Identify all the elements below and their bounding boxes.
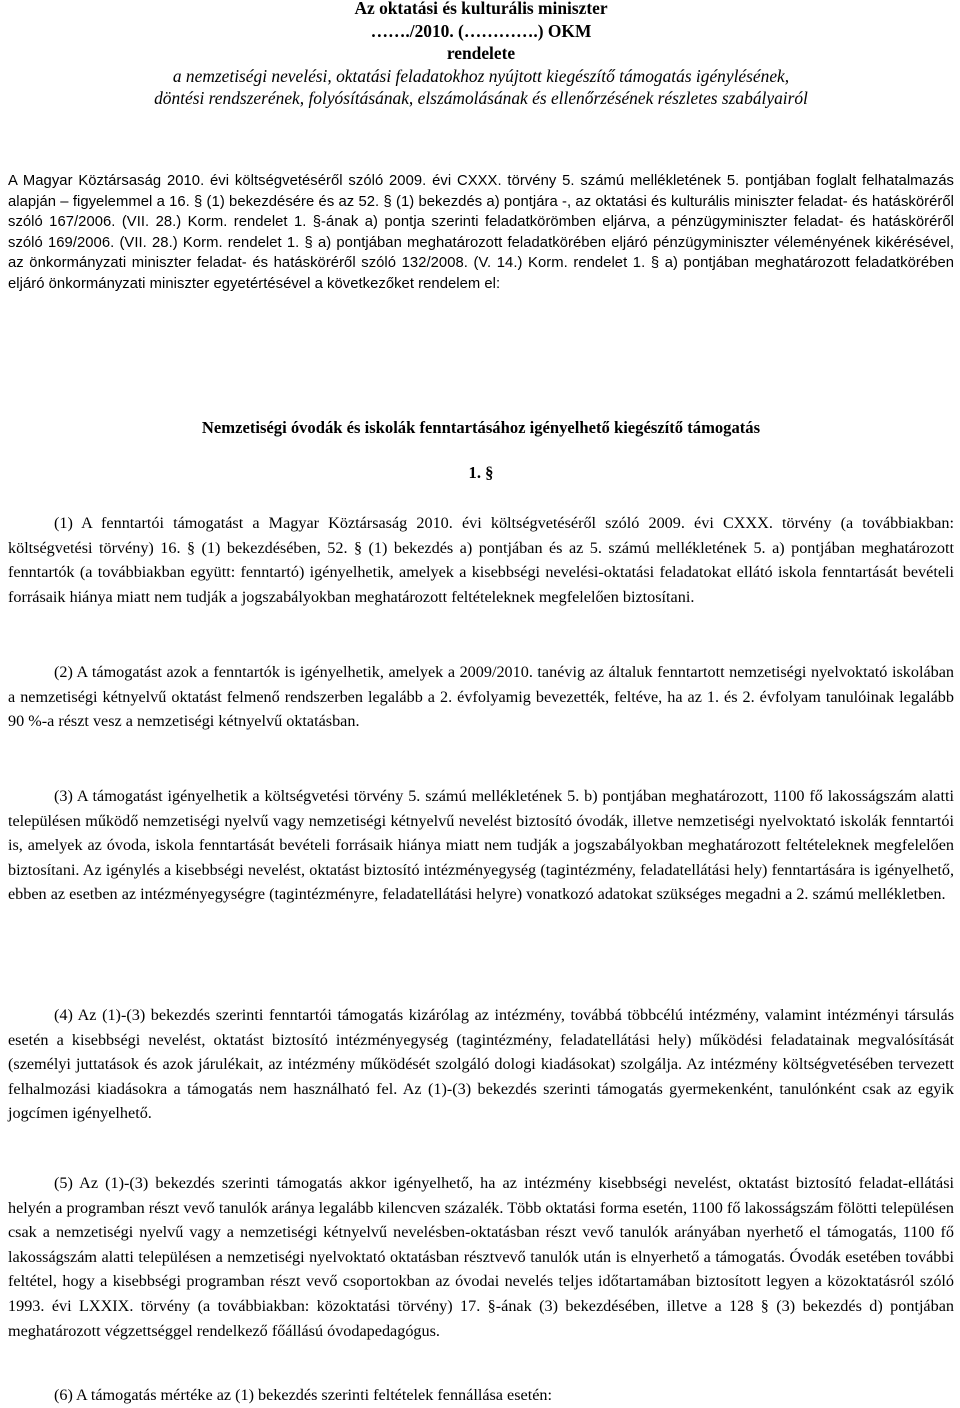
paragraph-1: (1) A fenntartói támogatást a Magyar Köztársaság 2010. évi költségvetéséről szóló 2009. évi CXXX. törvény (a továbbiakban: költségvetési törvény) 16. § (1) bekezdésében, 52. § (1) bekezdés a) pontjában és az 5. számú mellékletének 5. a) pontjában meghatározott fenntartók (a továbbiakban együtt: fenntartó) igényelhetik, amelyek a kisebbségi nevelési-oktatási feladatokat ellátó iskola fenntartását bevételi forrásaik hiánya miatt nem tudják a jogszabályokban meghatározott feltételeknek megfelelően biztosítani. bbox=[8, 514, 954, 606]
section-number: 1. § bbox=[468, 463, 494, 482]
header-title-line-2: döntési rendszerének, folyósításának, elszámolásának és ellenőrzésének részletes szabályairól bbox=[154, 88, 808, 108]
paragraph-5: (5) Az (1)-(3) bekezdés szerinti támogatás akkor igényelhető, ha az intézmény kisebbségi nevelést, oktatást biztosító feladat-ellátási helyén a programban részt vevő tanulók aránya legalább kilencven százalék. Több oktatási forma esetén, 1100 fő lakosságszám fölötti településen csak a nemzetiségi nyelvű vagy a nemzetiségi kétnyelvű nevelésben-oktatásban részt vevő tanulók arányában nyerhető el támogatás, 1100 fő lakosságszám alatti településen a nemzetiségi nyelvoktató oktatásban résztvevő tanulók után is elnyerhető a támogatás. Óvodák esetében további feltétel, hogy a kisebbségi programban részt vevő csoportokban az óvodai nevelés teljes időtartamában biztosított legyen a közoktatásról szóló 1993. évi LXXIX. törvény (a továbbiakban: közoktatási törvény) 17. §-ának (3) bekezdésében, illetve a 128 § (3) bekezdés d) pontjában meghatározott végzettséggel rendelkező főállású óvodapedagógus. bbox=[8, 1174, 954, 1340]
preamble-paragraph: A Magyar Köztársaság 2010. évi költségvetéséről szóló 2009. évi CXXX. törvény 5. számú mellékletének 5. pontjában foglalt felhatalmazás alapján – figyelemmel a 16. § (1) bekezdésére és az 52. § (1) bekezdés a) pontjára -, az oktatási és kulturális miniszter feladat- és hatásköréről szóló 167/2006. (VII. 28.) Korm. rendelet 1. §-ának a) pontja szerinti feladatkörömben eljárva, a pénzügyminiszter feladat- és hatásköréről szóló 169/2006. (VII. 28.) Korm. rendelet 1. § a) pontjában meghatározott feladatkörében eljáró pénzügyminiszter véleményének kikérésével, az önkormányzati miniszter feladat- és hatásköréről szóló 132/2008. (V. 14.) Korm. rendelet 1. § a) pontjában meghatározott feladatkörében eljáró önkormányzati miniszter egyetértésével a következőket rendelem el: bbox=[8, 173, 954, 292]
header-issuer: Az oktatási és kulturális miniszter bbox=[354, 0, 608, 18]
paragraph-2: (2) A támogatást azok a fenntartók is igényelhetik, amelyek a 2009/2010. tanévig az általuk fenntartott nemzetiségi nyelvoktató iskolában a nemzetiségi kétnyelvű oktatást felmenő rendszerben legalább a 2. évfolyamig bevezették, feltéve, ha az 1. és 2. évfolyam tanulóinak legalább 90 %-a részt vesz a nemzetiségi kétnyelvű oktatásban. bbox=[8, 663, 954, 731]
document-page bbox=[8, 0, 954, 1404]
document-header bbox=[8, 0, 954, 110]
header-decree-number: ……./2010. (………….) OKM bbox=[370, 20, 592, 41]
paragraph-3: (3) A támogatást igényelhetik a költségvetési törvény 5. számú mellékletének 5. b) pontjában meghatározott, 1100 fő lakosságszám alatti településen működő nemzetiségi nyelvű vagy nemzetiségi kétnyelvű nevelést biztosító óvodák, illetve nemzetiségi nyelvoktató iskolák fenntartói is, amelyek az óvoda, iskola fenntartását bevételi forrásaik hiánya miatt nem tudják a jogszabályokban meghatározott feltételeknek megfelelően biztosítani. Az igénylés a kisebbségi nevelést, oktatást biztosító intézményegység (tagintézmény, feladatellátási hely) fenntartására is igényelhető, ebben az esetben az intézményegységre (tagintézményre, feladatellátási helyre) vonatkozó adatokat szükséges megadni a 2. számú mellékletben. bbox=[8, 787, 954, 904]
header-title-line-1: a nemzetiségi nevelési, oktatási feladatokhoz nyújtott kiegészítő támogatás igénylésének, bbox=[172, 65, 790, 86]
paragraph-4: (4) Az (1)-(3) bekezdés szerinti fenntartói támogatás kizárólag az intézmény, továbbá többcélú intézmény, valamint intézményi társulás esetén a kisebbségi nevelést, oktatást biztosító intézményegység (tagintézmény, feladatellátási hely) működési feladatainak megvalósítását (személyi juttatások és azok járulékait, az intézmény működését szolgáló dologi kiadásokat) szolgálja. Az intézmény költségvetésében tervezett felhalmozási kiadásokra a támogatás nem használható fel. Az (1)-(3) bekezdés szerinti támogatás gyermekenként, tanulónként csak az egyik jogcímen igényelhető. bbox=[8, 1006, 954, 1123]
section-title: Nemzetiségi óvodák és iskolák fenntartásához igényelhető kiegészítő támogatás bbox=[201, 418, 761, 437]
header-decree-label: rendelete bbox=[446, 43, 516, 63]
paragraph-6: (6) A támogatás mértéke az (1) bekezdés szerinti feltételek fennállása esetén: bbox=[54, 1386, 552, 1404]
